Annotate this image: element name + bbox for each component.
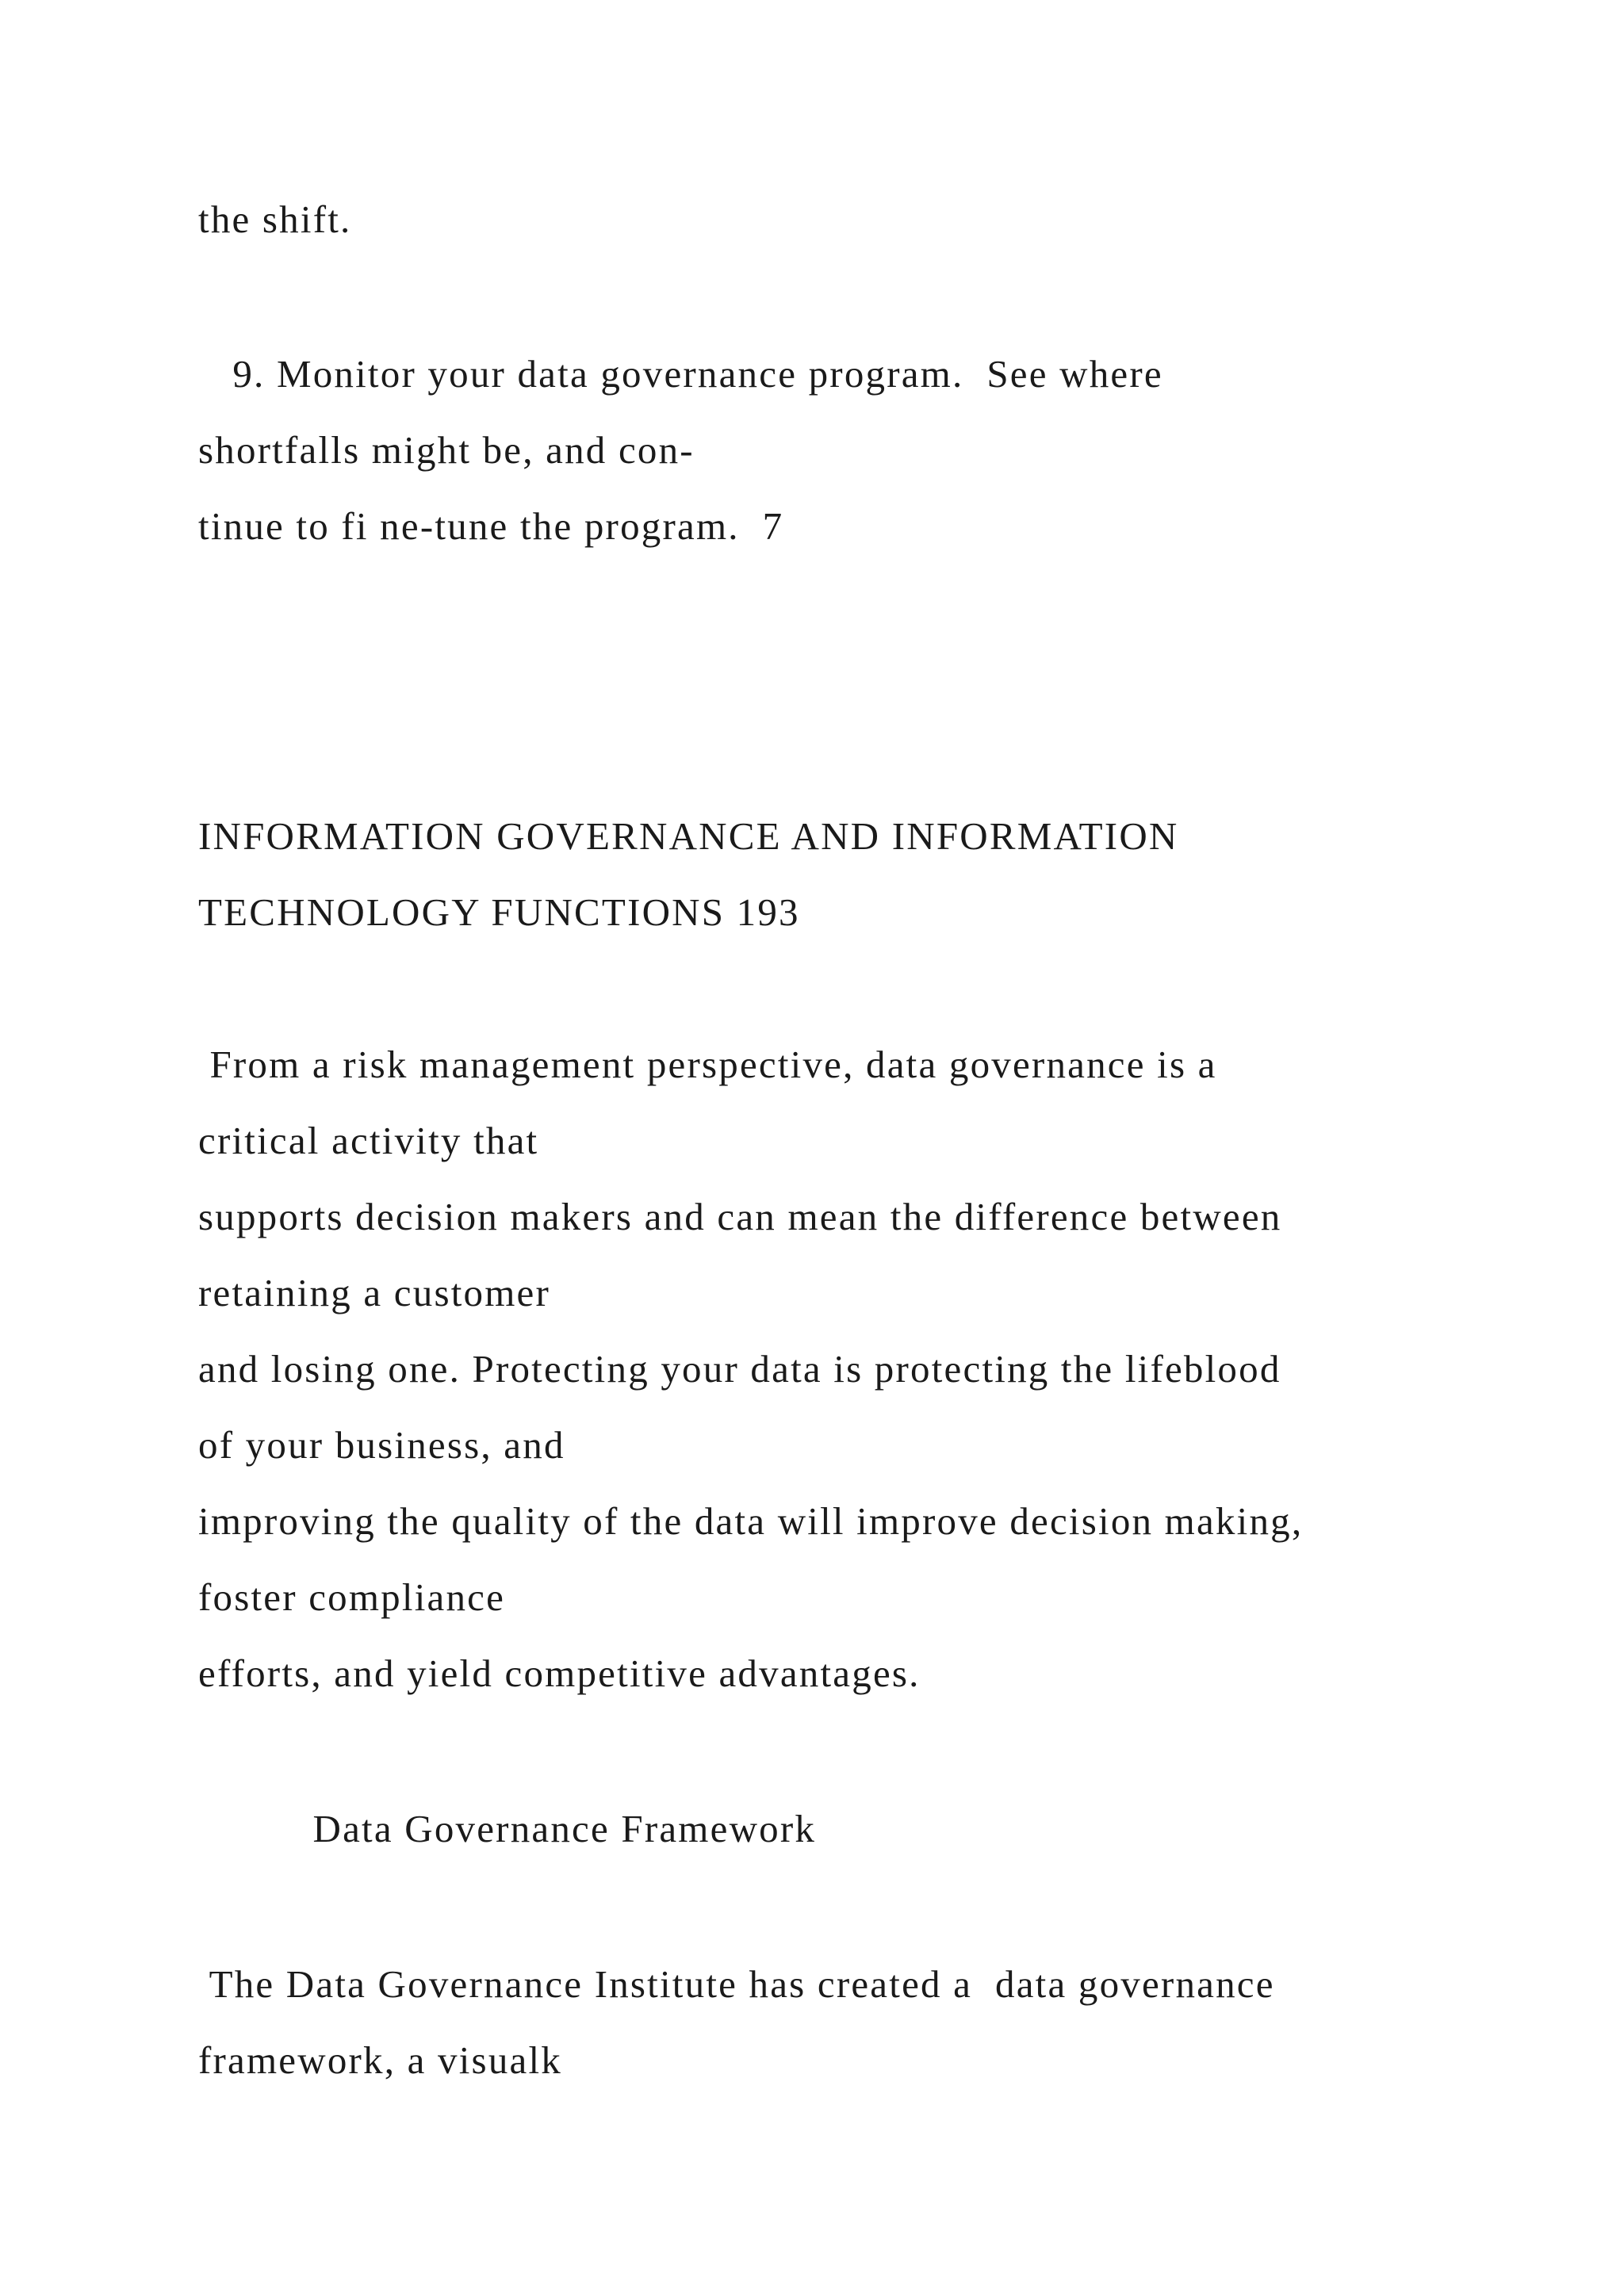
text-line: shortfalls might be, and con- (198, 428, 695, 472)
text-line: of your business, and (198, 1423, 565, 1467)
text-line: From a risk management perspective, data governance is a (198, 1043, 1217, 1086)
text-line: improving the quality of the data will improve decision making, (198, 1499, 1304, 1543)
text-line: critical activity that (198, 1119, 539, 1162)
text-line: the shift. (198, 197, 352, 241)
section-heading: INFORMATION GOVERNANCE AND INFORMATION (198, 814, 1179, 858)
section-heading: TECHNOLOGY FUNCTIONS 193 (198, 890, 800, 934)
text-line: 9. Monitor your data governance program. See where (198, 352, 1163, 396)
subheading: Data Governance Framework (198, 1807, 817, 1850)
text-line: and losing one. Protecting your data is protecting the lifeblood (198, 1347, 1281, 1391)
text-line: The Data Governance Institute has created a data governance (198, 1962, 1275, 2006)
text-line: foster compliance (198, 1575, 506, 1619)
text-line: tinue to fi ne-tune the program. 7 (198, 504, 784, 548)
text-line: framework, a visualk (198, 2038, 562, 2082)
text-line: retaining a customer (198, 1271, 551, 1314)
text-line: efforts, and yield competitive advantages. (198, 1651, 921, 1695)
text-line: supports decision makers and can mean the difference between (198, 1195, 1282, 1238)
